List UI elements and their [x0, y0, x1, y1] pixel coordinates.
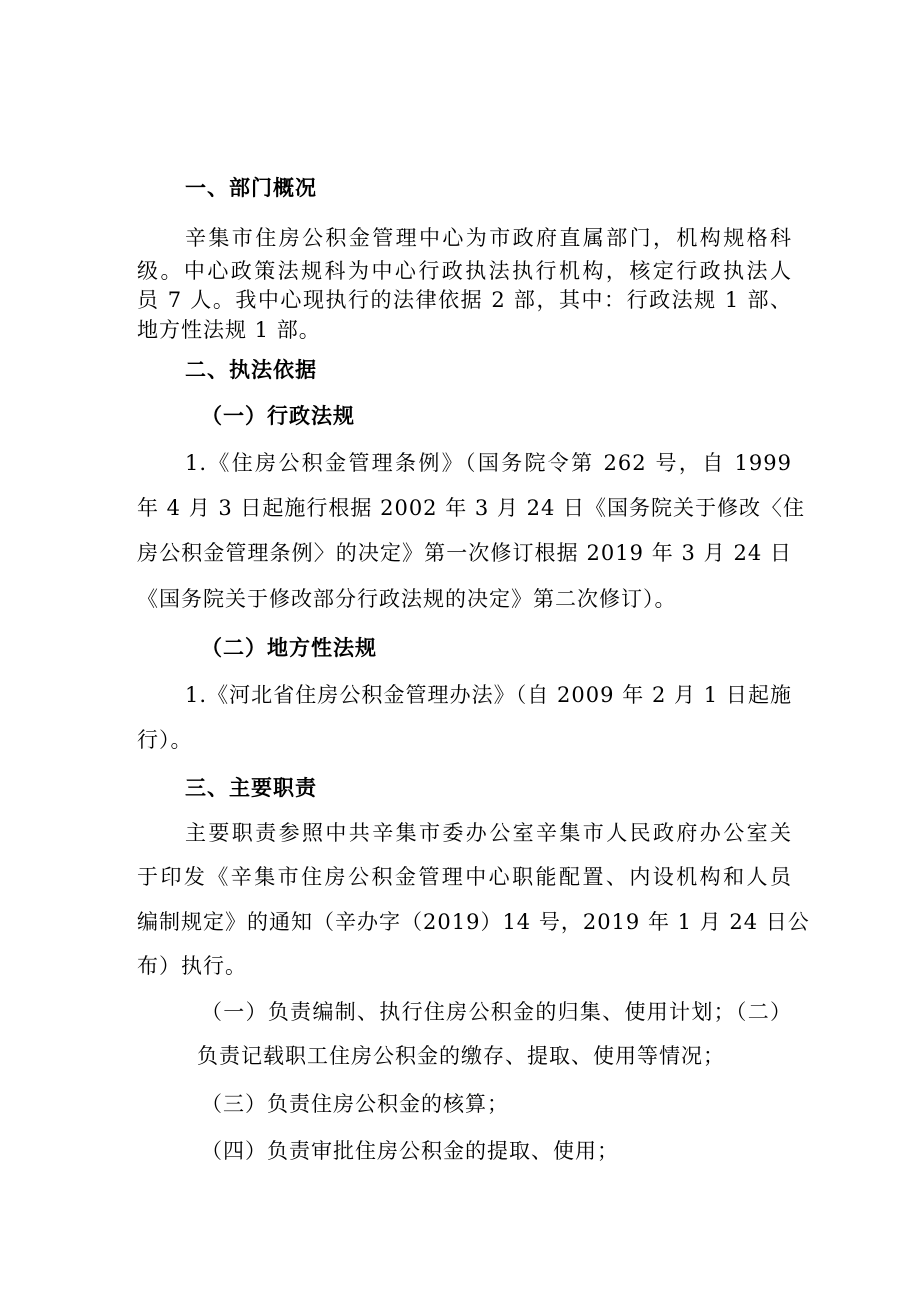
section-heading-overview: 一、部门概况	[185, 176, 317, 200]
duties-intro-line-3: 编制规定》的通知（辛办字（2019）14 号，2019 年 1 月 24 日公	[137, 910, 810, 934]
regulation-1-line-1: 1.《住房公积金管理条例》（国务院令第 262 号，自 1999	[185, 451, 792, 475]
regulation-1-line-3: 房公积金管理条例〉的决定》第一次修订根据 2019 年 3 月 24 日	[137, 541, 792, 565]
subheading-local-regulations: （二）地方性法规	[201, 636, 377, 660]
regulation-1-line-4: 《国务院关于修改部分行政法规的决定》第二次修订）。	[137, 587, 677, 611]
subheading-administrative-regulations: （一）行政法规	[201, 404, 355, 428]
overview-line-2: 级。中心政策法规科为中心行政执法执行机构，核定行政执法人	[137, 259, 792, 283]
duty-item-2-cont: 负责记载职工住房公积金的缴存、提取、使用等情况；	[197, 1044, 725, 1068]
overview-line-4: 地方性法规 1 部。	[137, 318, 321, 342]
duty-item-1-2: （一）负责编制、执行住房公积金的归集、使用计划；（二）	[201, 1000, 792, 1024]
regulation-1-line-2: 年 4 月 3 日起施行根据 2002 年 3 月 24 日《国务院关于修改〈住	[137, 496, 805, 520]
section-heading-main-duties: 三、主要职责	[185, 776, 317, 800]
overview-line-1: 辛集市住房公积金管理中心为市政府直属部门，机构规格科	[185, 226, 792, 250]
duties-intro-line-1: 主要职责参照中共辛集市委办公室辛集市人民政府办公室关	[185, 821, 792, 845]
duties-intro-line-2: 于印发《辛集市住房公积金管理中心职能配置、内设机构和人员	[137, 865, 792, 889]
section-heading-legal-basis: 二、执法依据	[185, 358, 317, 382]
duty-item-4: （四）负责审批住房公积金的提取、使用；	[201, 1139, 619, 1163]
local-regulation-line-1: 1.《河北省住房公积金管理办法》（自 2009 年 2 月 1 日起施	[185, 683, 792, 707]
local-regulation-line-2: 行）。	[137, 728, 193, 752]
overview-line-3: 员 7 人。我中心现执行的法律依据 2 部，其中：行政法规 1 部、	[137, 288, 792, 312]
duties-intro-line-4: 布）执行。	[137, 954, 247, 978]
duty-item-3: （三）负责住房公积金的核算；	[201, 1092, 509, 1116]
